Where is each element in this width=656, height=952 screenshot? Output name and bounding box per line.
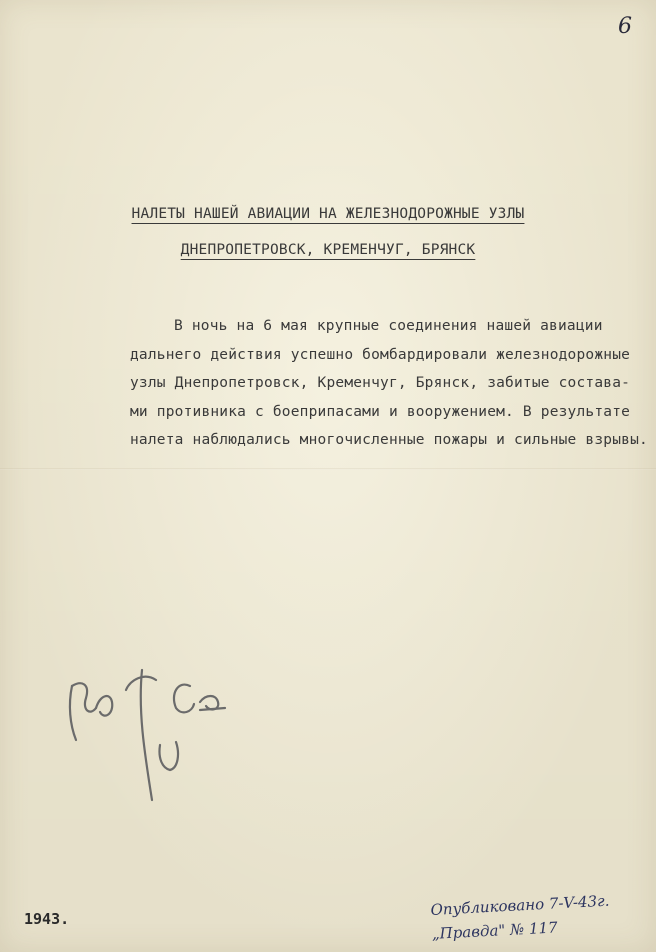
body-line-3: узлы Днепропетровск, Кременчуг, Брянск, забитые составa-	[130, 375, 631, 391]
title-line-2: ДНЕПРОПЕТРОВСК, КРЕМЕНЧУГ, БРЯНСК	[180, 242, 476, 258]
body-line-5: налета наблюдались многочисленные пожары и сильные взрывы.	[130, 432, 648, 448]
handwritten-signature	[60, 650, 240, 810]
body-line-2: дальнего действия успешно бомбардировали железнодорожные	[130, 346, 631, 363]
page-number: 6	[618, 14, 632, 39]
body-line-1: В ночь на 6 мая крупные соединения нашей авиации	[174, 318, 603, 334]
body-line-4: ми противника с боеприпасами и вооружением. В результате	[130, 403, 631, 420]
title-line-1: НАЛЕТЫ НАШЕЙ АВИАЦИИ НА ЖЕЛЕЗНОДОРОЖНЫЕ УЗЛЫ	[131, 206, 525, 222]
body-paragraph	[130, 312, 650, 455]
publication-note-line-1: Опубликовано 7-V-43г.	[430, 891, 610, 919]
document-title	[0, 196, 656, 268]
year-mark: 1943.	[24, 910, 70, 928]
publication-note-line-2: „Правда" № 117	[431, 918, 559, 943]
paper-fold	[0, 468, 656, 470]
publication-note	[430, 889, 611, 946]
